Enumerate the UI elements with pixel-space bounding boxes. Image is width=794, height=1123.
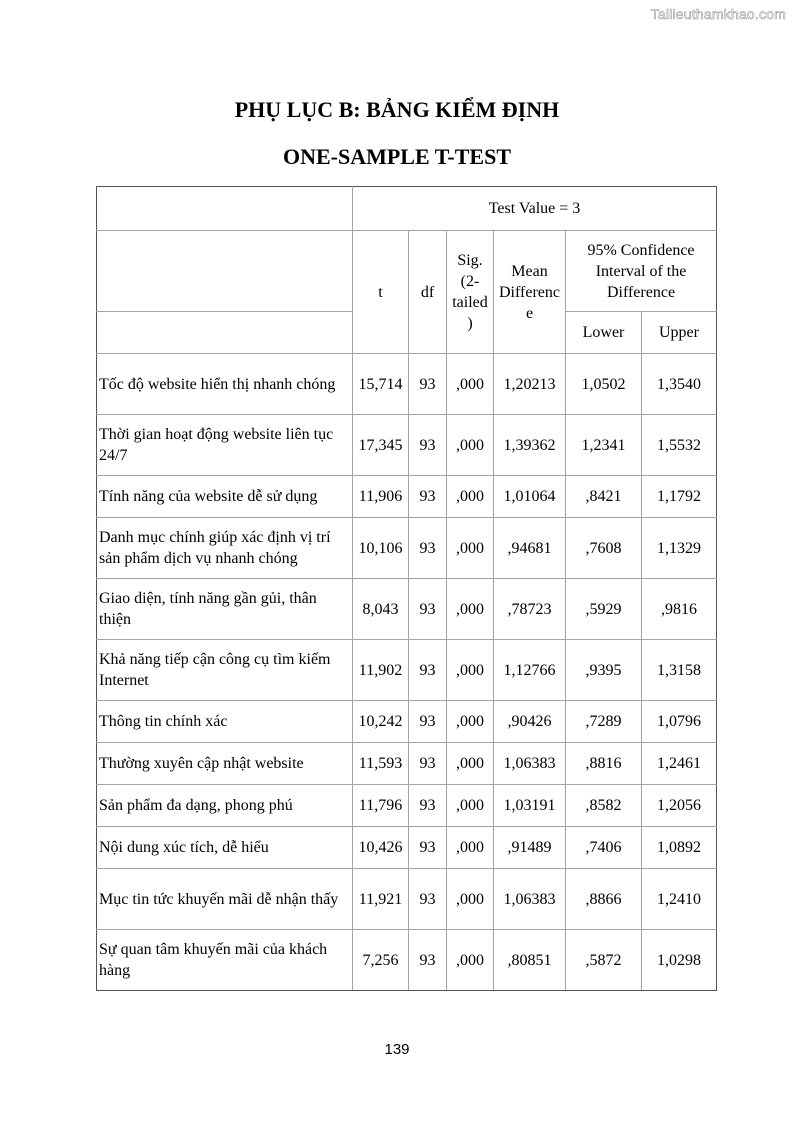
table-row bbox=[97, 640, 717, 701]
cell-sig: ,000 bbox=[447, 640, 494, 701]
cell-df: 93 bbox=[409, 827, 447, 869]
cell-sig: ,000 bbox=[447, 743, 494, 785]
cell-df: 93 bbox=[409, 785, 447, 827]
cell-lower: ,7608 bbox=[566, 518, 642, 579]
cell-df: 93 bbox=[409, 579, 447, 640]
cell-lower: 1,2341 bbox=[566, 415, 642, 476]
page-title-line2: ONE-SAMPLE T-TEST bbox=[282, 144, 511, 169]
cell-lower: ,5872 bbox=[566, 930, 642, 991]
cell-lower: 1,0502 bbox=[566, 354, 642, 415]
header-confidence-interval: 95% Confidence Interval of the Difference bbox=[566, 231, 717, 312]
cell-t: 11,796 bbox=[353, 785, 409, 827]
cell-lower: ,8866 bbox=[566, 869, 642, 930]
cell-upper: 1,1329 bbox=[642, 518, 717, 579]
cell-df: 93 bbox=[409, 869, 447, 930]
cell-lower: ,7406 bbox=[566, 827, 642, 869]
table-row bbox=[97, 743, 717, 785]
cell-upper: 1,2056 bbox=[642, 785, 717, 827]
cell-upper: ,9816 bbox=[642, 579, 717, 640]
cell-t: 15,714 bbox=[353, 354, 409, 415]
cell-upper: 1,2461 bbox=[642, 743, 717, 785]
cell-t: 10,242 bbox=[353, 701, 409, 743]
row-label: Tốc độ website hiển thị nhanh chóng bbox=[97, 354, 353, 415]
cell-mean-difference: ,80851 bbox=[494, 930, 566, 991]
cell-t: 11,593 bbox=[353, 743, 409, 785]
cell-df: 93 bbox=[409, 640, 447, 701]
row-label: Mục tin tức khuyến mãi dễ nhận thấy bbox=[97, 869, 353, 930]
cell-lower: ,9395 bbox=[566, 640, 642, 701]
cell-sig: ,000 bbox=[447, 354, 494, 415]
cell-df: 93 bbox=[409, 518, 447, 579]
table-row bbox=[97, 785, 717, 827]
table-row bbox=[97, 518, 717, 579]
cell-upper: 1,0892 bbox=[642, 827, 717, 869]
cell-sig: ,000 bbox=[447, 785, 494, 827]
cell-mean-difference: 1,06383 bbox=[494, 869, 566, 930]
table-row bbox=[97, 869, 717, 930]
table-row bbox=[97, 701, 717, 743]
header-sig: Sig. (2- tailed ) bbox=[447, 231, 494, 354]
cell-mean-difference: ,91489 bbox=[494, 827, 566, 869]
table-row bbox=[97, 415, 717, 476]
row-label: Nội dung xúc tích, dễ hiểu bbox=[97, 827, 353, 869]
cell-lower: ,8816 bbox=[566, 743, 642, 785]
test-value-header: Test Value = 3 bbox=[353, 187, 717, 231]
cell-upper: 1,2410 bbox=[642, 869, 717, 930]
cell-sig: ,000 bbox=[447, 701, 494, 743]
t-test-table bbox=[96, 186, 717, 991]
row-label: Khả năng tiếp cận công cụ tìm kiếm Internet bbox=[97, 640, 353, 701]
cell-df: 93 bbox=[409, 354, 447, 415]
header-upper: Upper bbox=[642, 312, 717, 354]
cell-t: 8,043 bbox=[353, 579, 409, 640]
cell-lower: ,5929 bbox=[566, 579, 642, 640]
cell-mean-difference: 1,12766 bbox=[494, 640, 566, 701]
cell-t: 11,902 bbox=[353, 640, 409, 701]
cell-mean-difference: 1,03191 bbox=[494, 785, 566, 827]
cell-mean-difference: ,94681 bbox=[494, 518, 566, 579]
row-label: Thường xuyên cập nhật website bbox=[97, 743, 353, 785]
cell-df: 93 bbox=[409, 743, 447, 785]
cell-upper: 1,3540 bbox=[642, 354, 717, 415]
cell-lower: ,8421 bbox=[566, 476, 642, 518]
row-label: Tính năng của website dễ sử dụng bbox=[97, 476, 353, 518]
cell-upper: 1,3158 bbox=[642, 640, 717, 701]
row-label: Giao diện, tính năng gần gủi, thân thiện bbox=[97, 579, 353, 640]
table-row bbox=[97, 827, 717, 869]
table-row bbox=[97, 930, 717, 991]
cell-lower: ,8582 bbox=[566, 785, 642, 827]
cell-mean-difference: 1,01064 bbox=[494, 476, 566, 518]
cell-sig: ,000 bbox=[447, 415, 494, 476]
page-number: 139 bbox=[384, 1041, 410, 1058]
cell-sig: ,000 bbox=[447, 869, 494, 930]
cell-t: 11,921 bbox=[353, 869, 409, 930]
cell-sig: ,000 bbox=[447, 518, 494, 579]
header-lower: Lower bbox=[566, 312, 642, 354]
cell-mean-difference: 1,39362 bbox=[494, 415, 566, 476]
cell-t: 17,345 bbox=[353, 415, 409, 476]
row-label: Thời gian hoạt động website liên tục 24/7 bbox=[97, 415, 353, 476]
row-label: Sự quan tâm khuyến mãi của khách hàng bbox=[97, 930, 353, 991]
cell-df: 93 bbox=[409, 701, 447, 743]
header-blank-cell-2 bbox=[97, 312, 353, 354]
watermark: Tailieuthamkhao.com bbox=[650, 6, 786, 22]
cell-t: 11,906 bbox=[353, 476, 409, 518]
header-df: df bbox=[409, 231, 447, 354]
header-corner-cell bbox=[97, 187, 353, 231]
cell-sig: ,000 bbox=[447, 476, 494, 518]
cell-df: 93 bbox=[409, 415, 447, 476]
cell-upper: 1,0298 bbox=[642, 930, 717, 991]
cell-t: 7,256 bbox=[353, 930, 409, 991]
table-row bbox=[97, 579, 717, 640]
cell-mean-difference: 1,20213 bbox=[494, 354, 566, 415]
table-row bbox=[97, 354, 717, 415]
header-mean-difference: Mean Differenc e bbox=[494, 231, 566, 354]
cell-t: 10,106 bbox=[353, 518, 409, 579]
cell-upper: 1,0796 bbox=[642, 701, 717, 743]
table-row bbox=[97, 476, 717, 518]
row-label: Thông tin chính xác bbox=[97, 701, 353, 743]
cell-t: 10,426 bbox=[353, 827, 409, 869]
row-label: Danh mục chính giúp xác định vị trí sản phẩm dịch vụ nhanh chóng bbox=[97, 518, 353, 579]
cell-upper: 1,5532 bbox=[642, 415, 717, 476]
cell-mean-difference: ,78723 bbox=[494, 579, 566, 640]
cell-sig: ,000 bbox=[447, 827, 494, 869]
cell-mean-difference: ,90426 bbox=[494, 701, 566, 743]
header-t: t bbox=[353, 231, 409, 354]
cell-upper: 1,1792 bbox=[642, 476, 717, 518]
row-label: Sản phẩm đa dạng, phong phú bbox=[97, 785, 353, 827]
cell-lower: ,7289 bbox=[566, 701, 642, 743]
page-title-line1: PHỤ LỤC B: BẢNG KIỂM ĐỊNH bbox=[234, 97, 560, 122]
cell-df: 93 bbox=[409, 930, 447, 991]
header-blank-cell bbox=[97, 231, 353, 312]
cell-sig: ,000 bbox=[447, 579, 494, 640]
cell-mean-difference: 1,06383 bbox=[494, 743, 566, 785]
cell-df: 93 bbox=[409, 476, 447, 518]
cell-sig: ,000 bbox=[447, 930, 494, 991]
